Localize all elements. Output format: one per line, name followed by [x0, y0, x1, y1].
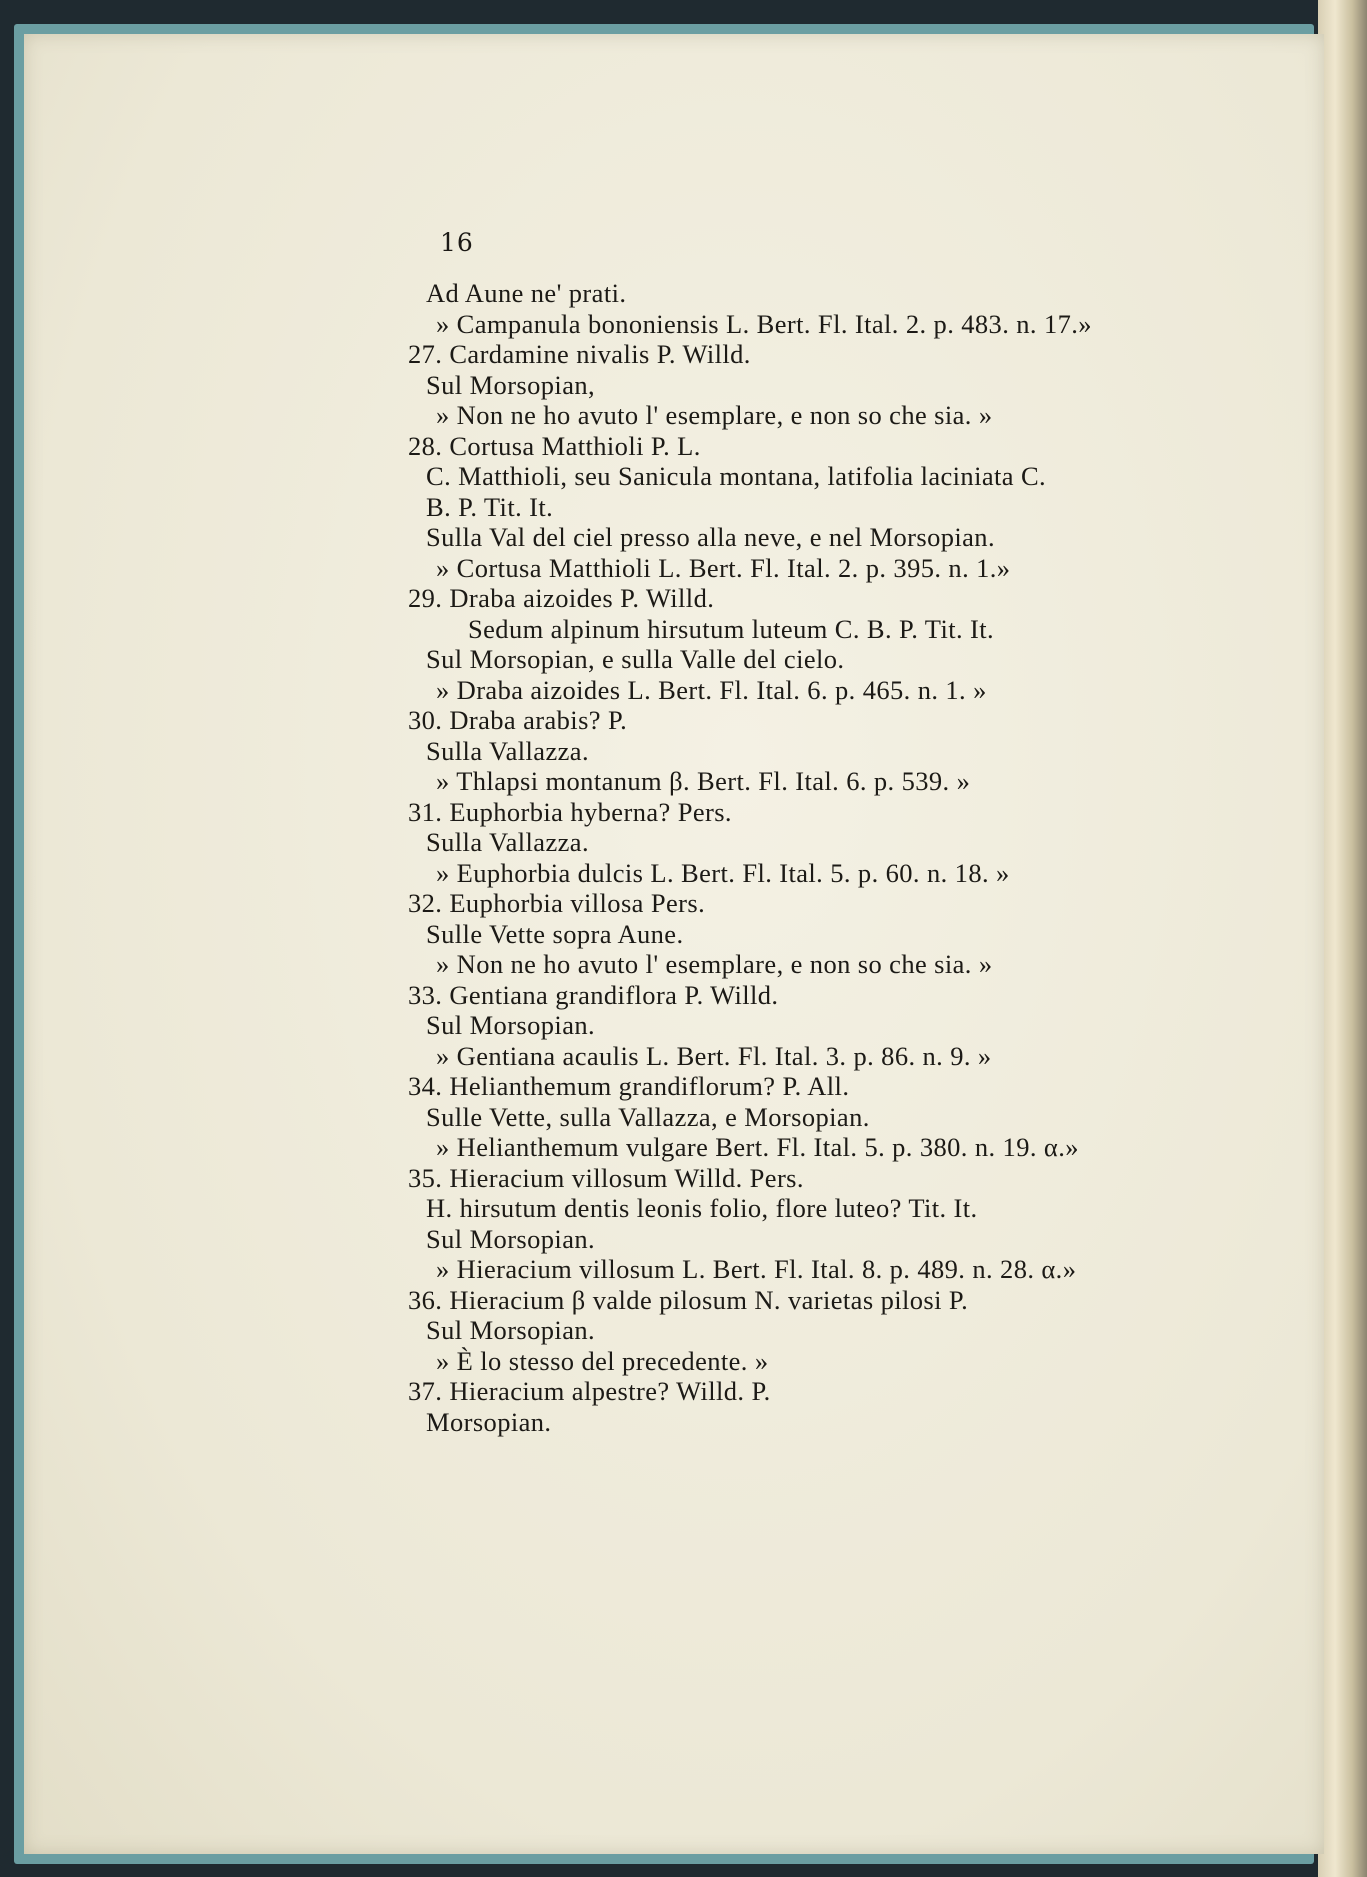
text-line: » Thlapsi montanum β. Bert. Fl. Ital. 6. p. 539. » — [436, 766, 971, 796]
text-line: Sul Morsopian, e sulla Valle del cielo. — [426, 644, 845, 674]
text-line: 37. Hieracium alpestre? Willd. P. — [408, 1376, 771, 1406]
text-line: Sulla Val del ciel presso alla neve, e nel Morsopian. — [426, 522, 995, 552]
text-line: » Non ne ho avuto l' esemplare, e non so che sia. » — [436, 949, 993, 979]
text-line: 36. Hieracium β valde pilosum N. varietas pilosi P. — [408, 1284, 969, 1315]
text-line: 28. Cortusa Matthioli P. L. — [408, 430, 701, 461]
page-text-block — [408, 278, 1188, 1437]
page-edge-strip — [1318, 0, 1367, 1877]
text-line: » Helianthemum vulgare Bert. Fl. Ital. 5. p. 380. n. 19. α.» — [436, 1132, 1079, 1162]
text-line: 34. Helianthemum grandiflorum? P. All. — [408, 1071, 850, 1101]
text-line: Sul Morsopian. — [426, 1010, 596, 1040]
text-line: Ad Aune ne' prati. — [426, 278, 627, 308]
text-line: » Hieracium villosum L. Bert. Fl. Ital. 8. p. 489. n. 28. α.» — [436, 1254, 1077, 1284]
text-line: B. P. Tit. It. — [426, 491, 554, 522]
text-line: 33. Gentiana grandiflora P. Willd. — [408, 979, 779, 1010]
text-line: » Gentiana acaulis L. Bert. Fl. Ital. 3. p. 86. n. 9. » — [436, 1040, 992, 1071]
text-line: 29. Draba aizoides P. Willd. — [408, 583, 715, 613]
text-line: 31. Euphorbia hyberna? Pers. — [408, 796, 732, 827]
text-line: Morsopian. — [426, 1406, 552, 1437]
page-number: 16 — [440, 228, 474, 257]
text-line: Sul Morsopian. — [426, 1223, 596, 1254]
text-line: C. Matthioli, seu Sanicula montana, latifolia laciniata C. — [426, 461, 1047, 491]
text-line: » Euphorbia dulcis L. Bert. Fl. Ital. 5. p. 60. n. 18. » — [436, 857, 1010, 888]
text-line: Sul Morsopian. — [426, 1315, 596, 1345]
text-line: Sul Morsopian, — [426, 369, 596, 400]
text-line: » Cortusa Matthioli L. Bert. Fl. Ital. 2. p. 395. n. 1.» — [436, 552, 1011, 583]
text-line: H. hirsutum dentis leonis folio, flore luteo? Tit. It. — [426, 1193, 978, 1223]
text-line: 27. Cardamine nivalis P. Willd. — [408, 339, 751, 369]
text-line: Sulle Vette, sulla Vallazza, e Morsopian. — [426, 1101, 870, 1132]
text-line: » Non ne ho avuto l' esemplare, e non so che sia. » — [436, 400, 993, 430]
text-line: 35. Hieracium villosum Willd. Pers. — [408, 1162, 804, 1193]
text-line: Sulla Vallazza. — [426, 827, 589, 857]
text-line: » Draba aizoides L. Bert. Fl. Ital. 6. p. 465. n. 1. » — [436, 674, 987, 705]
text-line: Sulle Vette sopra Aune. — [426, 918, 684, 949]
text-line: » È lo stesso del precedente. » — [436, 1345, 769, 1376]
text-line: Sedum alpinum hirsutum luteum C. B. P. Tit. It. — [468, 613, 995, 644]
text-line: Sulla Vallazza. — [426, 735, 589, 766]
text-line: 30. Draba arabis? P. — [408, 705, 628, 735]
text-line: » Campanula bononiensis L. Bert. Fl. Ital. 2. p. 483. n. 17.» — [436, 308, 1092, 339]
text-line: 32. Euphorbia villosa Pers. — [408, 888, 706, 918]
